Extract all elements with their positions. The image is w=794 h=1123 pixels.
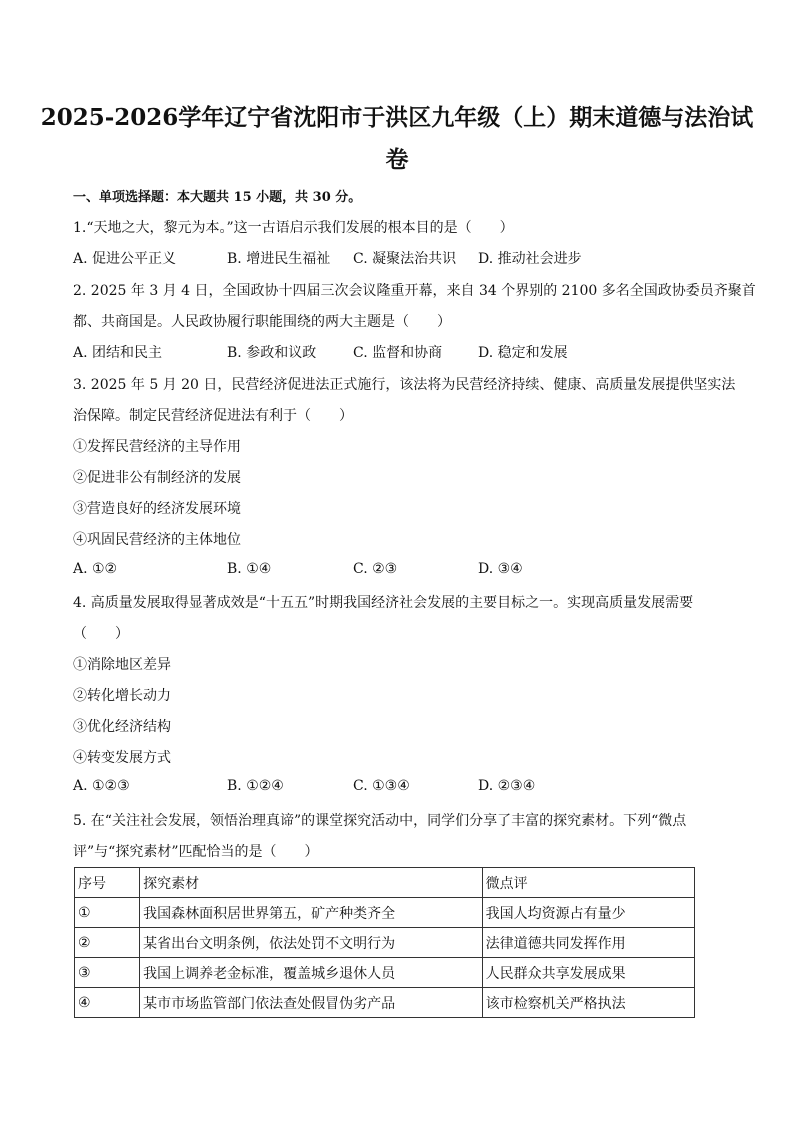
exam-title-line2: 卷 <box>385 146 409 173</box>
q5-stem-line2: 评”与“探究素材”匹配恰当的是（ ） <box>73 844 319 860</box>
q5-stem-line1: 5. 在“关注社会发展，领悟治理真谛”的课堂探究活动中，同学们分享了丰富的探究素材。下列“微点 <box>73 813 687 829</box>
q2-option-d[interactable]: D. 稳定和发展 <box>478 345 568 361</box>
table-cell: ③ <box>75 958 140 988</box>
q4-option-d[interactable]: D. ②③④ <box>478 778 536 794</box>
q4-stem-line1: 4. 高质量发展取得显著成效是“十五五”时期我国经济社会发展的主要目标之一。实现高质量发展需要 <box>73 595 694 611</box>
table-cell: 某市市场监管部门依法查处假冒伪劣产品 <box>140 988 483 1018</box>
table-cell: 人民群众共享发展成果 <box>482 958 694 988</box>
table-cell: 我国森林面积居世界第五，矿产种类齐全 <box>140 898 483 928</box>
q2-option-b[interactable]: B. 参政和议政 <box>227 345 317 361</box>
q4-stem-line2: （ ） <box>73 626 129 642</box>
header-cell-material: 探究素材 <box>140 868 483 898</box>
table-row <box>75 898 695 928</box>
q3-item-3: ③营造良好的经济发展环境 <box>73 501 241 517</box>
q4-item-1: ①消除地区差异 <box>73 657 171 673</box>
q1-option-a[interactable]: A. 促进公平正义 <box>73 251 177 267</box>
table-cell: ② <box>75 928 140 958</box>
q4-option-c[interactable]: C. ①③④ <box>353 778 410 794</box>
q2-option-a[interactable]: A. 团结和民主 <box>73 345 163 361</box>
table-header-row <box>75 868 695 898</box>
q4-item-4: ④转变发展方式 <box>73 750 171 766</box>
q1-option-c[interactable]: C. 凝聚法治共识 <box>353 251 457 267</box>
header-cell-index: 序号 <box>75 868 140 898</box>
header-cell-comment: 微点评 <box>482 868 694 898</box>
q3-stem-line1: 3. 2025 年 5 月 20 日，民营经济促进法正式施行，该法将为民营经济持续、健康、高质量发展提供坚实法 <box>73 377 736 393</box>
q3-option-a[interactable]: A. ①② <box>73 561 118 577</box>
q5-table <box>74 867 695 1018</box>
table-row <box>75 958 695 988</box>
q2-stem-line1: 2. 2025 年 3 月 4 日，全国政协十四届三次会议隆重开幕，来自 34 个界别的 2100 多名全国政协委员齐聚首 <box>73 283 756 299</box>
q2-stem-line2: 都、共商国是。人民政协履行职能围绕的两大主题是（ ） <box>73 314 451 330</box>
q3-item-4: ④巩固民营经济的主体地位 <box>73 532 241 548</box>
q3-option-d[interactable]: D. ③④ <box>478 561 523 577</box>
q4-option-a[interactable]: A. ①②③ <box>73 778 130 794</box>
section-heading: 一、单项选择题：本大题共 15 小题，共 30 分。 <box>73 190 362 205</box>
q1-stem: 1.“天地之大，黎元为本。”这一古语启示我们发展的根本目的是（ ） <box>73 220 514 236</box>
q3-option-b[interactable]: B. ①④ <box>227 561 272 577</box>
q3-item-1: ①发挥民营经济的主导作用 <box>73 439 241 455</box>
table-cell: 法律道德共同发挥作用 <box>482 928 694 958</box>
q1-option-b[interactable]: B. 增进民生福祉 <box>227 251 331 267</box>
q2-option-c[interactable]: C. 监督和协商 <box>353 345 443 361</box>
table-row <box>75 928 695 958</box>
q4-option-b[interactable]: B. ①②④ <box>227 778 284 794</box>
q3-option-c[interactable]: C. ②③ <box>353 561 398 577</box>
table-cell: 我国上调养老金标准，覆盖城乡退休人员 <box>140 958 483 988</box>
table-cell: ④ <box>75 988 140 1018</box>
table-cell: 我国人均资源占有量少 <box>482 898 694 928</box>
table-cell: 该市检察机关严格执法 <box>482 988 694 1018</box>
q1-option-d[interactable]: D. 推动社会进步 <box>478 251 582 267</box>
q3-item-2: ②促进非公有制经济的发展 <box>73 470 241 486</box>
table-row <box>75 988 695 1018</box>
table-cell: ① <box>75 898 140 928</box>
q3-stem-line2: 治保障。制定民营经济促进法有利于（ ） <box>73 408 353 424</box>
q4-item-2: ②转化增长动力 <box>73 688 171 704</box>
table-cell: 某省出台文明条例，依法处罚不文明行为 <box>140 928 483 958</box>
exam-title-line1: 2025-2026学年辽宁省沈阳市于洪区九年级（上）期末道德与法治试 <box>40 104 754 131</box>
q4-item-3: ③优化经济结构 <box>73 719 171 735</box>
